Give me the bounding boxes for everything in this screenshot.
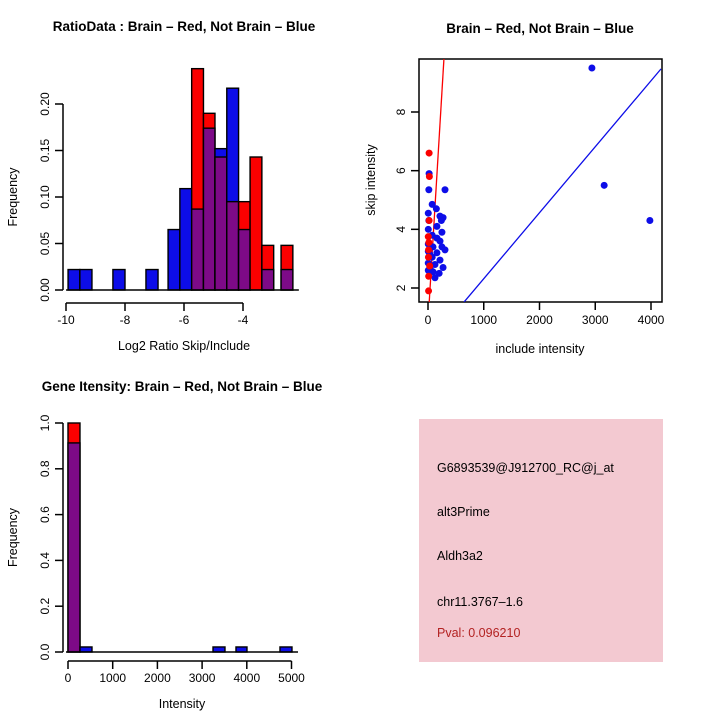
red-data-point — [425, 273, 432, 280]
y-axis-title: Frequency — [6, 507, 20, 568]
y-tick-label: 1.0 — [38, 414, 52, 432]
y-tick-label: 4 — [394, 225, 408, 233]
intensity-scatter-panel — [364, 21, 665, 356]
histogram-bar — [146, 270, 158, 290]
x-axis-title: Log2 Ratio Skip/Include — [117, 339, 251, 353]
histogram-bar — [250, 157, 262, 290]
x-tick-label: 1000 — [470, 313, 498, 327]
red-data-point — [425, 246, 432, 253]
histogram-bar — [168, 230, 180, 290]
x-tick-label: 5000 — [278, 671, 305, 685]
x-tick-label: 4000 — [637, 313, 665, 327]
y-tick-label: 8 — [394, 108, 408, 116]
histogram-bar — [80, 270, 92, 290]
y-tick-label: 0.05 — [38, 231, 52, 256]
locus-text: chr11.3767–1.6 — [437, 595, 523, 609]
blue-fit-line — [464, 69, 661, 302]
red-data-point — [425, 287, 432, 294]
y-tick-label: 0.2 — [38, 597, 52, 615]
blue-data-point — [425, 210, 432, 217]
y-tick-label: 0.10 — [38, 185, 52, 209]
x-tick-label: 2000 — [526, 313, 553, 327]
red-data-point — [426, 217, 433, 224]
blue-data-point — [601, 182, 608, 189]
probe-id-text: G6893539@J912700_RC@j_at — [437, 461, 614, 475]
blue-data-point — [646, 217, 653, 224]
y-tick-label: 0.20 — [38, 92, 52, 116]
histogram-bar — [180, 189, 192, 290]
x-tick-label: -10 — [57, 313, 75, 327]
x-tick-label: 0 — [64, 671, 72, 685]
red-data-point — [426, 150, 433, 157]
x-tick-label: -4 — [237, 313, 249, 327]
y-tick-label: 0.4 — [38, 552, 52, 569]
histogram-bar — [80, 647, 92, 652]
fit-lines — [429, 58, 661, 306]
y-tick-label: 2 — [394, 284, 408, 292]
plot-box — [419, 59, 662, 302]
y-tick-label: 0.00 — [38, 278, 52, 302]
x-tick-label: 1000 — [99, 671, 127, 685]
x-tick-label: 2000 — [144, 671, 171, 685]
gene-intensity-histogram-panel — [6, 379, 323, 711]
panel-title: RatioData : Brain – Red, Not Brain – Blue — [52, 19, 316, 34]
histogram-bar-overlap — [227, 202, 239, 290]
blue-data-point — [588, 65, 595, 72]
histogram-bar — [68, 270, 80, 290]
blue-data-point — [425, 186, 432, 193]
y-tick-label: 0.15 — [38, 138, 52, 163]
x-tick-label: 4000 — [233, 671, 261, 685]
ratio-histogram-panel — [6, 19, 316, 353]
histogram-bar — [280, 647, 292, 652]
red-data-point — [425, 239, 432, 246]
histogram-bar-overlap — [239, 230, 251, 290]
blue-data-point — [425, 226, 432, 233]
histogram-bar-overlap — [203, 128, 215, 290]
histogram-bar — [236, 647, 247, 652]
y-tick-label: 0.0 — [38, 643, 52, 661]
pval-text: Pval: 0.096210 — [437, 626, 521, 640]
blue-data-point — [438, 217, 445, 224]
gene-info-panel — [419, 419, 663, 662]
y-tick-label: 0.8 — [38, 460, 52, 478]
histogram-bar-overlap — [262, 270, 274, 290]
red-data-point — [426, 173, 433, 180]
y-tick-label: 0.6 — [38, 506, 52, 523]
panel-title: Brain – Red, Not Brain – Blue — [446, 21, 634, 36]
x-tick-label: 3000 — [188, 671, 216, 685]
blue-data-point — [433, 223, 440, 230]
x-axis-title: Intensity — [158, 697, 206, 711]
histogram-bar-overlap — [281, 270, 293, 290]
x-tick-label: -8 — [119, 313, 131, 327]
x-tick-label: 0 — [424, 313, 432, 327]
blue-data-point — [438, 229, 445, 236]
blue-data-point — [433, 205, 440, 212]
histogram-bar-overlap — [192, 209, 204, 290]
x-axis-title: include intensity — [495, 342, 585, 356]
panel-title: Gene Itensity: Brain – Red, Not Brain – Blue — [41, 379, 323, 394]
histogram-bar-overlap — [68, 443, 80, 652]
histogram-bar — [113, 270, 125, 290]
y-axis-title: Frequency — [6, 167, 20, 227]
blue-data-point — [442, 186, 449, 193]
x-tick-label: 3000 — [581, 313, 609, 327]
histogram-bar-overlap — [215, 157, 227, 290]
red-data-point — [425, 254, 432, 261]
y-tick-label: 6 — [394, 167, 408, 175]
histogram-bar — [213, 647, 225, 652]
splice-type-text: alt3Prime — [437, 505, 490, 519]
gene-symbol-text: Aldh3a2 — [437, 549, 483, 563]
red-data-point — [426, 263, 433, 270]
blue-data-point — [442, 246, 449, 253]
blue-data-point — [440, 264, 447, 271]
blue-data-point — [431, 274, 438, 281]
x-tick-label: -6 — [178, 313, 190, 327]
y-axis-title: skip intensity — [364, 144, 378, 216]
